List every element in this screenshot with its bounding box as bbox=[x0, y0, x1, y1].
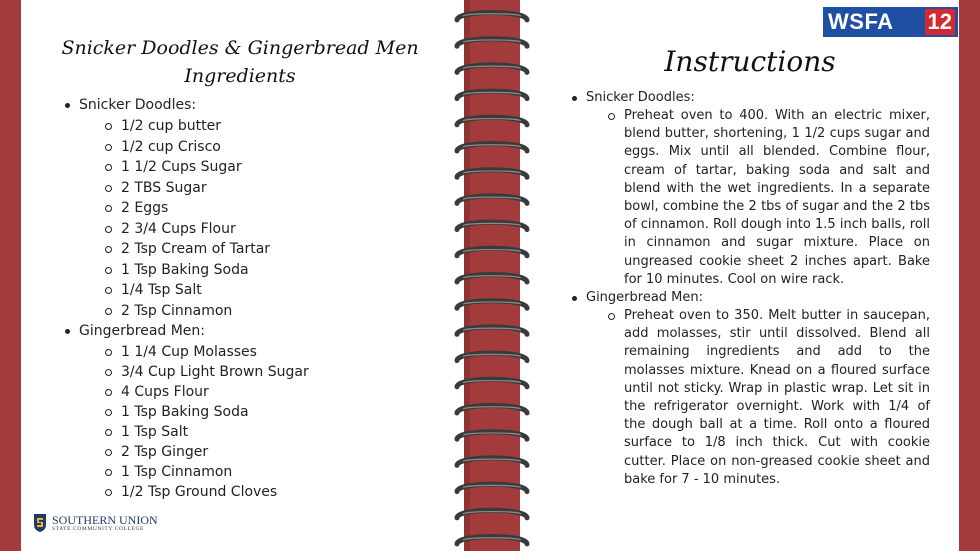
instruction-group-name: Gingerbread Men: bbox=[586, 290, 704, 306]
ingredient-item: 1 1/4 Cup Molasses bbox=[105, 342, 309, 362]
ingredient-item: 1 Tsp Cinnamon bbox=[105, 462, 309, 482]
ingredient-item: 1/4 Tsp Salt bbox=[105, 280, 309, 301]
ingredient-item: 2 Tsp Cream of Tartar bbox=[105, 239, 309, 260]
left-page-title bbox=[40, 34, 440, 90]
instruction-text: Preheat oven to 350. Melt butter in saucepan, add molasses, stir until dissolved. Blend all remaining ingredients and add to the molasses mixture. Knead on a floured surface until not sticky. Wrap in plastic wrap. Let sit in the refrigerator overnight. Work with 1/4 of the dough ball at a time. Roll onto a floured surface to 1/8 inch thick. Cut with cookie cutter. Place on non-greased cookie sheet and bake for 7 - 10 minutes. bbox=[608, 307, 930, 489]
school-name bbox=[52, 514, 158, 533]
ingredient-item: 2 TBS Sugar bbox=[105, 178, 309, 199]
ingredient-item: 3/4 Cup Light Brown Sugar bbox=[105, 362, 309, 382]
instruction-text: Preheat oven to 400. With an electric mixer, blend butter, shortening, 1 1/2 cups sugar and eggs. Mix until all blended. Combine flour, cream of tartar, baking soda and salt and blend with the wet ingredients. In a separate bowl, combine the 2 tbs of sugar and the 2 tbs of cinnamon. Roll dough into 1.5 inch balls, roll in cinnamon and sugar mixture. Place on ungreased cookie sheet 2 inches apart. Bake for 10 minutes. Cool on wire rack. bbox=[608, 107, 930, 289]
wsfa-logo bbox=[823, 7, 958, 37]
ingredient-group bbox=[63, 321, 309, 502]
ingredient-item: 1/2 Tsp Ground Cloves bbox=[105, 482, 309, 502]
school-name-line2: STATE COMMUNITY COLLEGE bbox=[52, 525, 144, 532]
instruction-sublist bbox=[586, 107, 930, 289]
ingredient-item: 4 Cups Flour bbox=[105, 382, 309, 402]
left-title-line2: Ingredients bbox=[184, 65, 296, 87]
ingredient-group-name: Snicker Doodles: bbox=[79, 97, 197, 113]
instructions-title: Instructions bbox=[664, 45, 836, 78]
instruction-sublist bbox=[586, 307, 930, 489]
ingredients-list bbox=[63, 95, 309, 502]
ingredient-item: 1 1/2 Cups Sugar bbox=[105, 157, 309, 178]
ingredient-item: 1 Tsp Baking Soda bbox=[105, 402, 309, 422]
school-logo bbox=[33, 513, 158, 533]
spiral-binding-icon bbox=[445, 0, 539, 551]
ingredient-sublist bbox=[79, 342, 309, 502]
ingredient-item: 1/2 cup butter bbox=[105, 116, 309, 137]
ingredient-sublist bbox=[79, 116, 309, 321]
shield-icon bbox=[33, 513, 47, 533]
ingredient-item: 2 Tsp Ginger bbox=[105, 442, 309, 462]
logo-text: WSFA bbox=[828, 9, 894, 34]
ingredient-group bbox=[63, 95, 309, 321]
instruction-group bbox=[570, 89, 930, 289]
left-title-line1: Snicker Doodles & Gingerbread Men bbox=[61, 37, 419, 59]
ingredient-item: 1 Tsp Baking Soda bbox=[105, 260, 309, 281]
ingredient-item: 1 Tsp Salt bbox=[105, 422, 309, 442]
ingredient-group-name: Gingerbread Men: bbox=[79, 323, 206, 339]
ingredient-item: 2 3/4 Cups Flour bbox=[105, 219, 309, 240]
logo-number: 12 bbox=[925, 9, 955, 35]
ingredient-item: 2 Eggs bbox=[105, 198, 309, 219]
ingredient-item: 1/2 cup Crisco bbox=[105, 137, 309, 158]
instructions-list bbox=[570, 89, 930, 489]
ingredient-item: 2 Tsp Cinnamon bbox=[105, 301, 309, 322]
instruction-group bbox=[570, 289, 930, 489]
instruction-group-name: Snicker Doodles: bbox=[586, 90, 695, 105]
school-name-line1: SOUTHERN UNION bbox=[52, 512, 158, 527]
